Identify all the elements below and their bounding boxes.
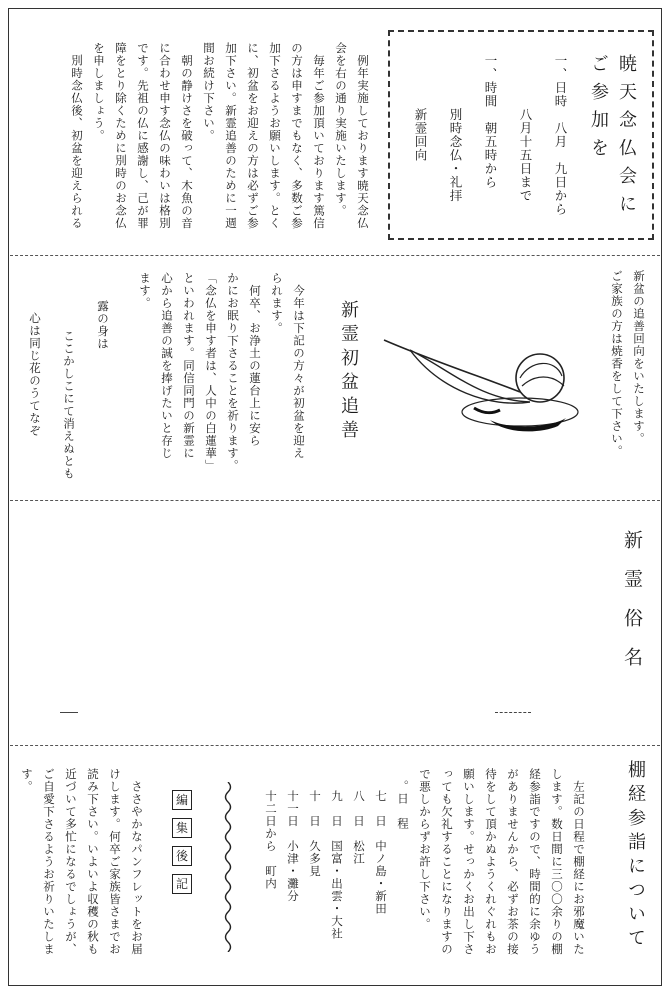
- divider-1: [10, 255, 660, 256]
- kouki-char-4: 記: [172, 874, 192, 894]
- kouki-char-1: 編: [172, 790, 192, 810]
- event-box: [388, 30, 654, 240]
- kouki-char-3: 後: [172, 846, 192, 866]
- section4-body: 左記の日程で棚経にお邪魔いた します。数日間に三〇〇余りの棚 経参詣ですので、時間的に余ゆう がありませんから、必ずお茶の接 待をして頂かぬようくれぐれもお 願いします。せっかくお出し下さ っても欠礼することになりますの で悪しからずお許し下さい。: [418, 768, 586, 956]
- section3-title: 新霊俗名: [621, 530, 643, 686]
- section1-body: 例年実施しております暁天念仏 会を右の通り実施いたします。 毎年ご参加頂いております篤信 の方は申すまでもなく、多数ご参 加下さるようお願いします。とく に、初盆をお迎えの方は必ずご参 加下さい。新霊追善のために一週 間お続け下さい。 朝の静けさを破って、木魚の音 に合わせ申す念仏の味わいは格別 です。先祖の仏に感謝し、己が罪 障をとり除くために別時のお念仏 を申しましょう。 別時念仏後、初盆を迎えられる: [70, 42, 370, 230]
- section2-body: 今年は下記の方々が初盆を迎え られます。 何卒、お浄土の蓮台上に安ら かにお眠り下さることを祈ります。 「念仏を申す者は、人中の白蓮華」 といわれます。同信同門の新霊に 心から追善の誠を捧げたいと存じ ます。: [138, 272, 306, 472]
- event-box-title: 暁天念仏会に ご参加を: [588, 54, 637, 222]
- section2-title: 新霊初盆追善: [338, 300, 359, 444]
- event-box-details: 一、日時 八月 九日から 八月十五日まで 一、時間 朝五時から 別時念仏・礼拝 新霊回向: [413, 54, 568, 216]
- poem-line-1: 露の身は: [96, 300, 110, 350]
- kouki-heading: [172, 790, 192, 902]
- schedule-header: 。日 程: [396, 780, 410, 830]
- blank-line-left: [60, 712, 78, 713]
- section4-title: 棚経参詣について: [625, 760, 646, 952]
- kouki-body: ささやかなパンフレットをお届 けします。何卒ご家族皆さまでお 読み下さい。いよいよ収穫の秋も 近づいて多忙になるでしょうが、 ご自愛下さるようお祈りいたしま す。: [20, 768, 144, 956]
- kouki-char-2: 集: [172, 818, 192, 838]
- lotus-illustration: [380, 330, 580, 440]
- poem-line-2: ここかしこにて消えぬとも: [62, 330, 76, 480]
- schedule-list: 七 日 中ノ島・新田 八 日 松江 九 日 国富・出雲・大社 十 日 久多見 十一日 小津・灘分 十二日から 町内: [264, 790, 388, 940]
- poem-line-3: 心は同じ花のうてなぞ: [28, 312, 42, 437]
- wavy-divider: [222, 782, 234, 952]
- blank-line-right: [495, 712, 531, 713]
- divider-2: [10, 500, 660, 501]
- divider-3: [10, 745, 660, 746]
- service-notice: 新盆の追善回向をいたします。 ご家族の方は焼香をして下さい。: [610, 270, 646, 458]
